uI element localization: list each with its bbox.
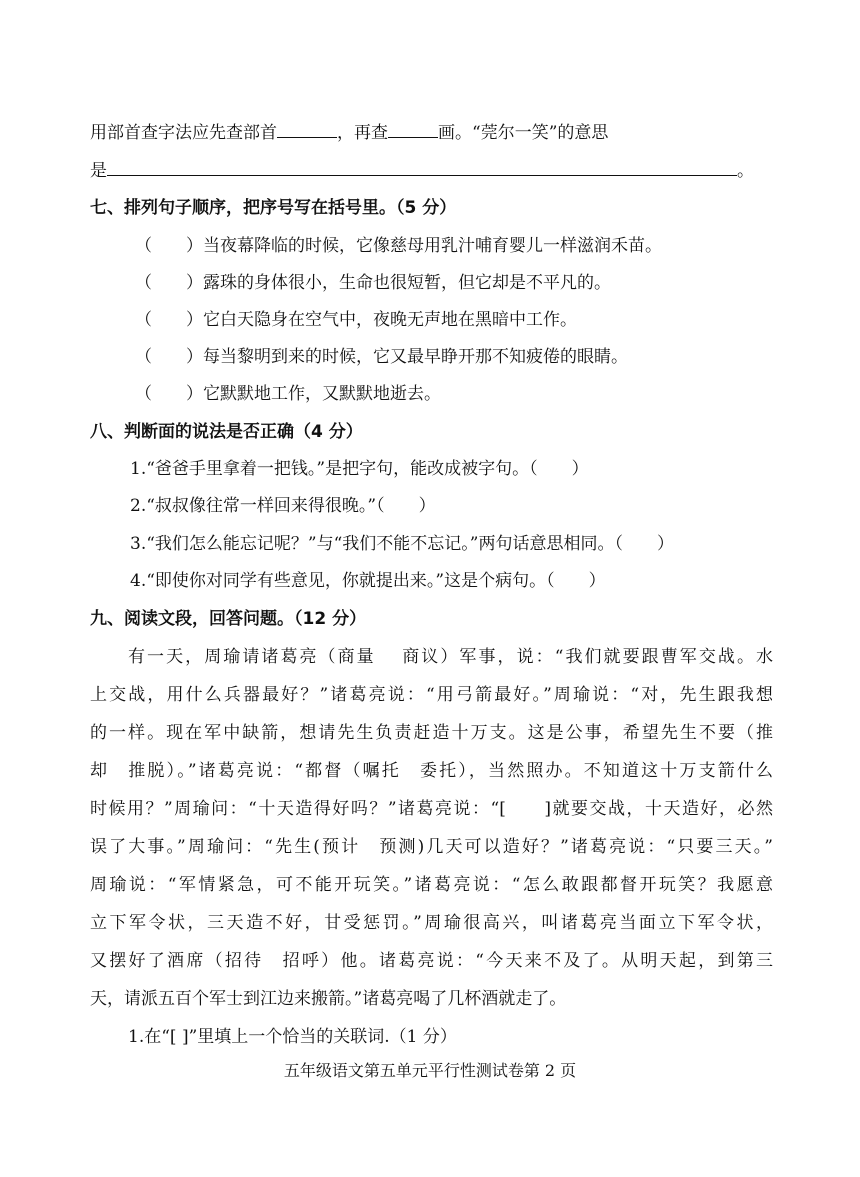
section7-item-text: 它白天隐身在空气中，夜晚无声地在黑暗中工作。 bbox=[203, 310, 577, 330]
section7-item-text: 露珠的身体很小，生命也很短暂，但它却是不平凡的。 bbox=[203, 273, 611, 293]
section7-item bbox=[135, 383, 441, 405]
passage-line: 却 推脱）。”诸葛亮说：“都督（嘱托 委托），当然照办。不知道这十万支箭什么 bbox=[90, 761, 773, 781]
passage-line: 时候用？”周瑜问：“十天造得好吗？”诸葛亮说：“[ ]就要交战，十天造好，必然 bbox=[90, 799, 773, 819]
section9-heading: 九、阅读文段，回答问题。（12 分） bbox=[90, 609, 367, 629]
radical-blank[interactable] bbox=[277, 121, 337, 138]
order-paren[interactable]: （ ） bbox=[135, 236, 203, 256]
passage-line: 天，请派五百个军士到江边来搬箭。”诸葛亮喝了几杯酒就走了。 bbox=[90, 989, 567, 1009]
judgement-item-2[interactable]: 2.“叔叔像往常一样回来得很晚。”（ ） bbox=[130, 496, 436, 516]
section6-line2 bbox=[90, 159, 754, 182]
question-1: 1.在“[ ]”里填上一个恰当的关联词.（1 分） bbox=[128, 1027, 457, 1047]
section7-item bbox=[135, 346, 628, 368]
meaning-blank[interactable] bbox=[107, 159, 737, 176]
section6-text-a: 用部首查字法应先查部首 bbox=[90, 123, 277, 143]
judgement-item-4[interactable]: 4.“即使你对同学有些意见，你就提出来。”这是个病句。（ ） bbox=[130, 571, 606, 591]
judgement-item-1[interactable]: 1.“爸爸手里拿着一把钱。”是把字句，能改成被字句。（ ） bbox=[130, 459, 589, 479]
passage-line: 的一样。现在军中缺箭，想请先生负责赶造十万支。这是公事，希望先生不要（推 bbox=[90, 723, 773, 743]
passage-line: 立下军令状，三天造不好，甘受惩罚。”周瑜很高兴，叫诸葛亮当面立下军令状， bbox=[90, 913, 773, 933]
order-paren[interactable]: （ ） bbox=[135, 347, 203, 367]
section6-text-e: 。 bbox=[737, 161, 754, 181]
section8-heading: 八、判断面的说法是否正确（4 分） bbox=[90, 422, 363, 442]
passage-line: 误了大事。”周瑜问：“先生(预计 预测)几天可以造好？”诸葛亮说：“只要三天。” bbox=[90, 837, 773, 857]
section6-text-d: 是 bbox=[90, 161, 107, 181]
passage-line: 有一天，周瑜请诸葛亮（商量 商议）军事，说：“我们就要跟曹军交战。水 bbox=[128, 647, 773, 667]
section6-line1 bbox=[90, 121, 608, 144]
section7-item bbox=[135, 309, 577, 331]
passage-line: 周瑜说：“军情紧急，可不能开玩笑。”诸葛亮说：“怎么敢跟都督开玩笑？我愿意 bbox=[90, 875, 773, 895]
section7-item-text: 每当黎明到来的时候，它又最早睁开那不知疲倦的眼睛。 bbox=[203, 347, 628, 367]
section6-text-c: 画。“莞尔一笑”的意思 bbox=[438, 123, 609, 143]
section7-item bbox=[135, 272, 611, 294]
passage-line: 又摆好了酒席（招待 招呼）他。诸葛亮说：“今天来不及了。从明天起，到第三 bbox=[90, 951, 773, 971]
section6-text-b: ，再查 bbox=[337, 123, 388, 143]
passage-line: 上交战，用什么兵器最好？”诸葛亮说：“用弓箭最好。”周瑜说：“对，先生跟我想 bbox=[90, 685, 773, 705]
judgement-item-3[interactable]: 3.“我们怎么能忘记呢？”与“我们不能不忘记。”两句话意思相同。（ ） bbox=[130, 534, 674, 554]
stroke-count-blank[interactable] bbox=[388, 121, 438, 138]
order-paren[interactable]: （ ） bbox=[135, 384, 203, 404]
section7-item-text: 当夜幕降临的时候，它像慈母用乳汁哺育婴儿一样滋润禾苗。 bbox=[203, 236, 662, 256]
section7-heading: 七、排列句子顺序，把序号写在括号里。（5 分） bbox=[90, 198, 457, 218]
section7-item-text: 它默默地工作，又默默地逝去。 bbox=[203, 384, 441, 404]
order-paren[interactable]: （ ） bbox=[135, 273, 203, 293]
order-paren[interactable]: （ ） bbox=[135, 310, 203, 330]
section7-item bbox=[135, 235, 662, 257]
page-footer: 五年级语文第五单元平行性测试卷第 2 页 bbox=[283, 1061, 577, 1080]
